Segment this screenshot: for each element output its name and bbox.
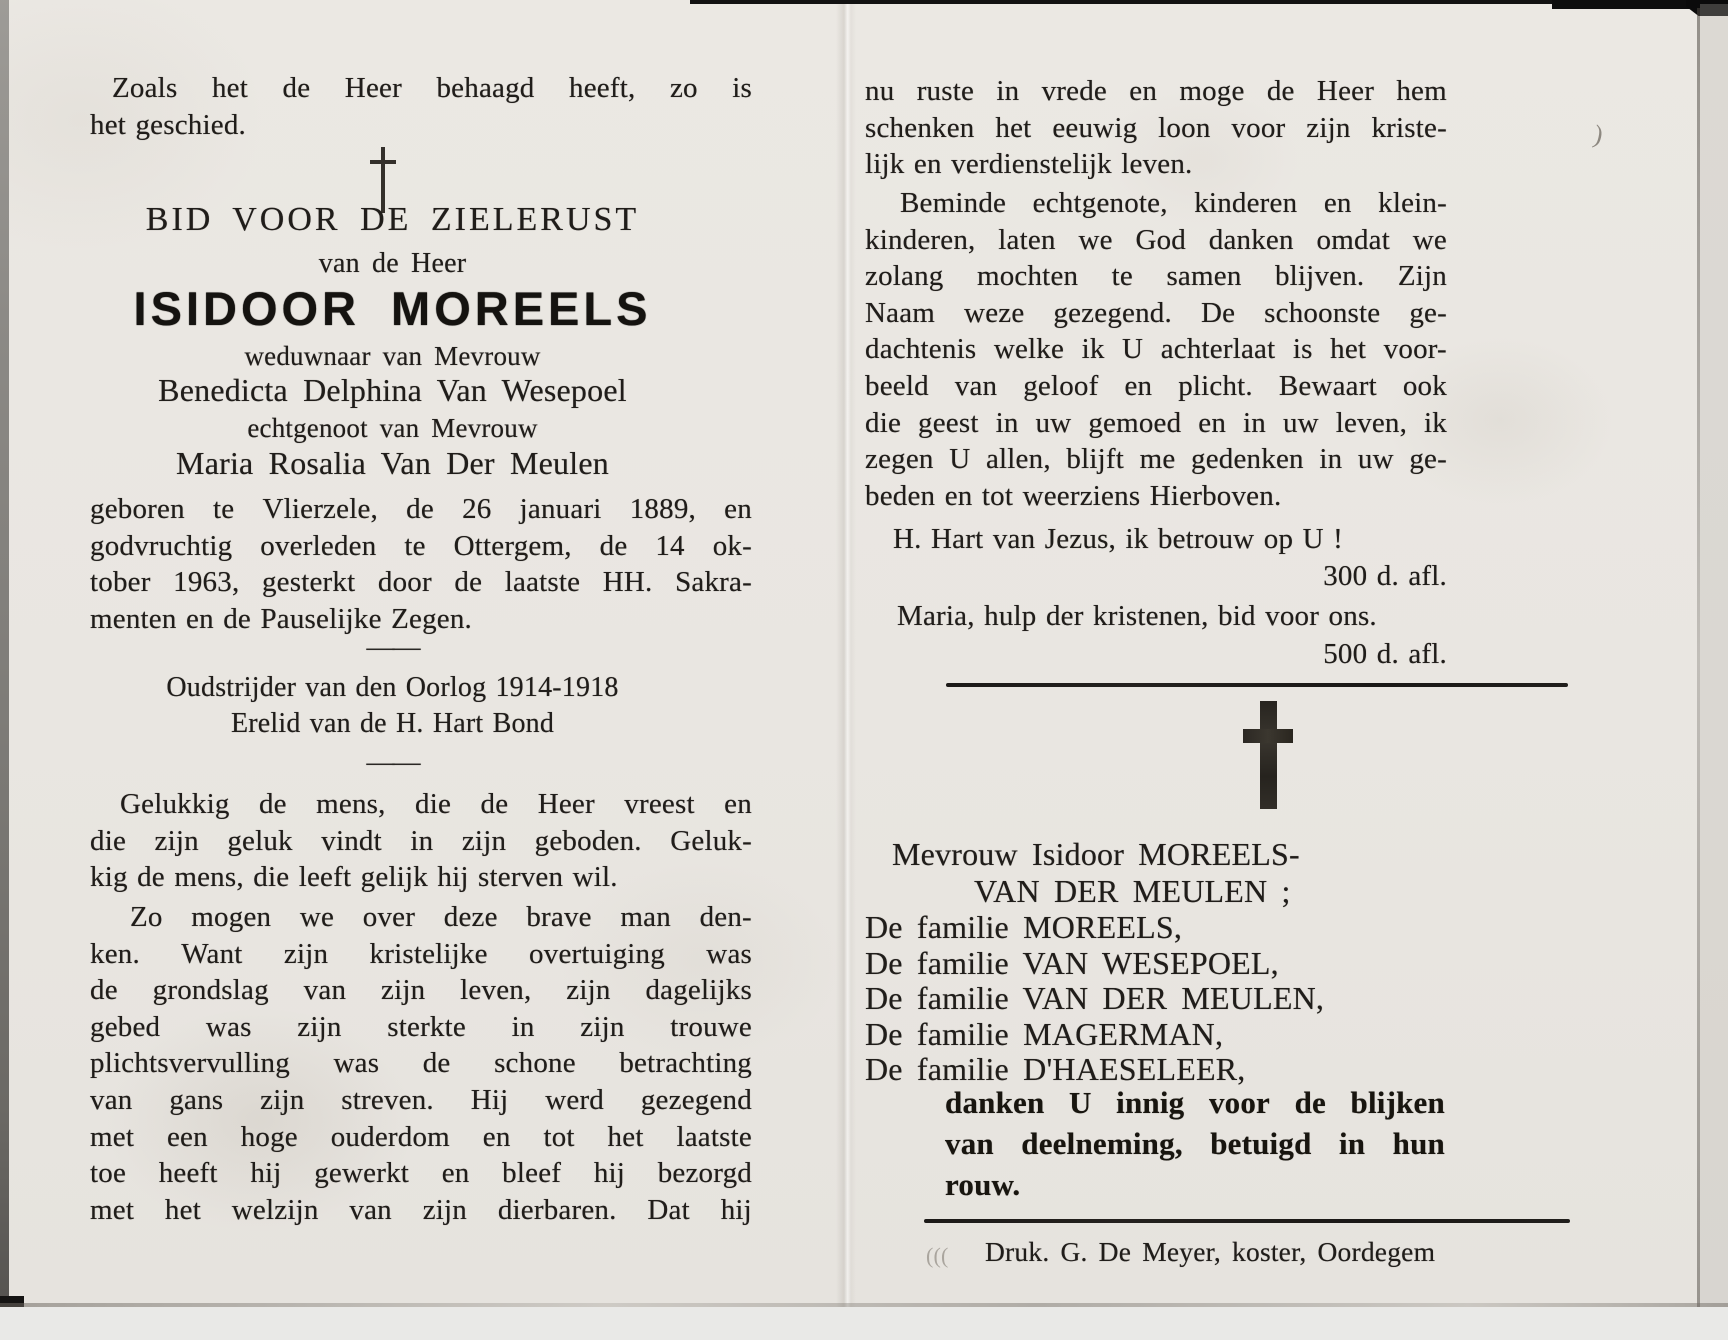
husband-of-label: echtgenoot van Mevrouw <box>247 413 538 443</box>
center-fold-crease <box>836 0 856 1307</box>
family-list <box>865 910 1465 1088</box>
indulgence-500: 500 d. afl. <box>1323 638 1447 670</box>
thanks-paragraph: danken U innig voor de blijken van deelneming, betuigd in hun rouw. <box>945 1085 1445 1202</box>
indulgence-300: 300 d. afl. <box>1323 560 1447 592</box>
divider-dash: —— <box>366 632 419 663</box>
veteran-line: Oudstrijder van den Oorlog 1914-1918 <box>166 672 619 703</box>
deceased-name: ISIDOOR MOREELS <box>133 282 652 335</box>
cross-vertical-bar <box>1260 701 1277 809</box>
eulogy-paragraph: Zo mogen we over deze brave man den- ken. Want zijn kristelijke overtuiging was de grondslag van zijn leven, zijn dagelijks gebed was zijn sterkte in zijn trouwe plichtsvervulling was de schone betrachting van gans zijn streven. Hij werd gezegend met een hoge ouderdom en tot het laatste toe heeft hij gewerkt en bleef hij bezorgd met het welzijn van zijn dierbaren. Dat hij <box>90 901 752 1226</box>
family-list-item: De familie MAGERMAN, <box>865 1015 1224 1052</box>
prayer-maria: Maria, hulp der kristenen, bid voor ons. <box>897 600 1377 632</box>
right-edge-tint <box>1700 4 1728 1307</box>
ink-smudge: ((( <box>926 1243 949 1268</box>
pray-title: BID VOOR DE ZIELERUST <box>145 201 640 238</box>
family-intro <box>892 836 1452 910</box>
intro-quote: Zoals het de Heer behaagd heeft, zo is het geschied. <box>90 72 752 141</box>
cross-horizontal-bar <box>1243 729 1293 743</box>
of-the-gentleman: van de Heer <box>318 248 467 279</box>
second-wife-name: Maria Rosalia Van Der Meulen <box>176 445 609 481</box>
blessing-paragraph: Gelukkig de mens, die de Heer vreest en die zijn geluk vindt in zijn geboden. Geluk- kig de mens, die leeft gelijk hij sterven wil. <box>90 788 752 894</box>
scanner-background <box>0 1307 1728 1340</box>
farewell-paragraph: Beminde echtgenote, kinderen en klein- kinderen, laten we God danken omdat we zolang mochten te samen blijven. Zijn Naam weze gezegend. De schoonste ge- dachtenis welke ik U achterlaat is het voor- beeld van geloof en plicht. Bewaart ook die geest in uw gemoed en in uw leven, ik zegen U allen, blijft me gedenken in uw ge- beden en tot weerziens Hierboven. <box>865 187 1447 512</box>
family-intro-line1: Mevrouw Isidoor MOREELS- <box>892 836 1300 872</box>
first-wife-name: Benedicta Delphina Van Wesepoel <box>158 372 627 408</box>
pen-mark: ) <box>1591 119 1606 150</box>
horizontal-rule <box>924 1219 1570 1223</box>
widower-of-label: weduwnaar van Mevrouw <box>244 341 541 371</box>
honorary-member-line: Erelid van de H. Hart Bond <box>230 708 555 739</box>
family-list-item: De familie D'HAESELEER, <box>865 1051 1246 1087</box>
horizontal-rule <box>946 683 1568 687</box>
life-dates-paragraph: geboren te Vlierzele, de 26 januari 1889, en godvruchtig overleden te Ottergem, de 14 ok- tober 1963, gesterkt door de laatste HH. Sakra- menten en de Pauselijke Zegen. <box>90 493 752 635</box>
family-intro-line2: VAN DER MEULEN ; <box>974 873 1291 909</box>
family-list-item: De familie MOREELS, <box>865 909 1183 945</box>
eulogy-continuation-paragraph: nu ruste in vrede en moge de Heer hem schenken het eeuwig loon voor zijn kriste- lijk en verdienstelijk leven. <box>865 75 1447 181</box>
prayer-sacred-heart: H. Hart van Jezus, ik betrouw op U ! <box>893 523 1344 555</box>
scan-left-edge-shadow <box>0 0 9 1307</box>
printer-credit: Druk. G. De Meyer, koster, Oordegem <box>985 1236 1436 1267</box>
family-list-item: De familie VAN WESEPOEL, <box>865 944 1279 981</box>
family-list-item: De familie VAN DER MEULEN, <box>865 980 1325 1016</box>
cross-icon <box>1243 701 1293 809</box>
cross-horizontal-bar <box>370 160 396 164</box>
divider-dash: —— <box>366 747 419 778</box>
